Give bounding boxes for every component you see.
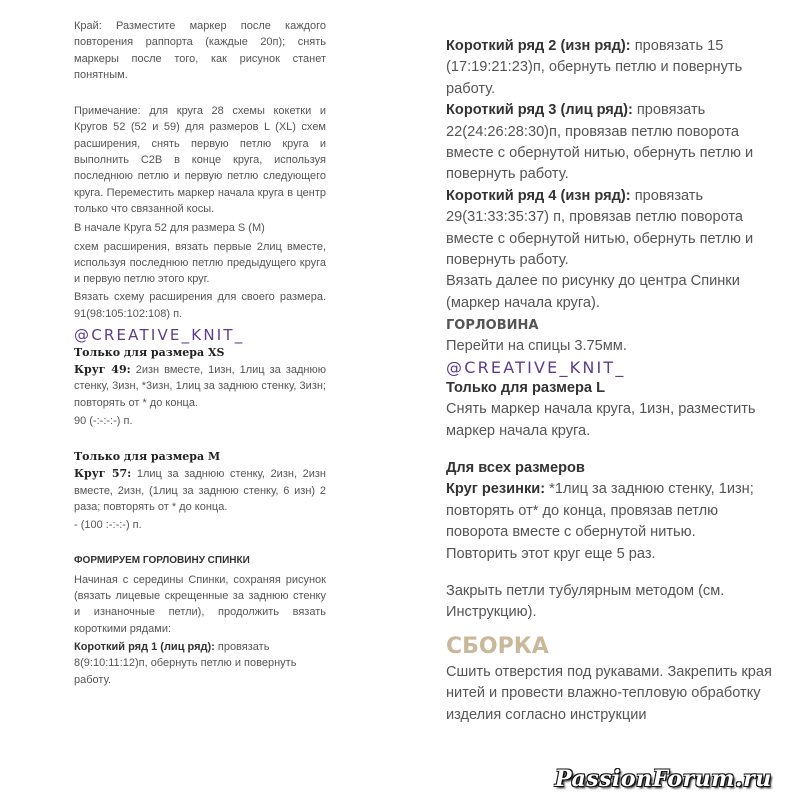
short-row-1-label: Короткий ряд 1 (лиц ряд): [74, 640, 215, 653]
xs-round-text: 2изн вместе, 1изн, 1лиц за заднюю стенку, 3изн, *3изн, 1лиц за заднюю стенку, 3изн; повторять от * до конца. [74, 364, 326, 409]
note-paragraph: Примечание: для круга 28 схемы кокетки и Кругов 52 (52 и 59) для размеров L (XL) схем расширения, снять первую петлю круга и выполнить С2В в конце круга, используя последнюю петлю и первую петлю следующего круга. Переместить маркер начала круга в центр только что связанной косы. [74, 105, 326, 215]
assembly-title: СБОРКА [446, 633, 549, 659]
short-row-3-text: провязать 22(24:26:28:30)п, провязав петлю поворота вместе с обернутой нитью, обернуть петлю и повернуть работу. [446, 102, 754, 183]
bind-off-text: Закрыть петли тубулярным методом (см. Инструкцию). [446, 582, 725, 621]
short-row-4-text: провязать 29(31:33:35:37) п, провязав петлю поворота вместе с обернутой нитью, обернуть петлю и повернуть работу. [446, 187, 754, 269]
xs-round-label: Круг 49: [74, 363, 131, 377]
m-round-label: Круг 57: [74, 467, 132, 481]
neck-title: ГОРЛОВИНА [446, 318, 539, 334]
needles-text: Перейти на спицы 3.75мм. [446, 338, 627, 355]
edge-paragraph: Край: Разместите маркер после каждого повторения раппорта (каждые 20п); снять маркеры после того, как рисунок станет понятным. [74, 20, 326, 81]
short-row-3-label: Короткий ряд 3 (лиц ряд): [446, 102, 633, 119]
short-row-2-text: провязать 15 (17:19:21:23)п, обернуть петлю и повернуть работу. [446, 38, 743, 97]
site-watermark: PassionForum.ru [555, 766, 772, 792]
back-neck-title: ФОРМИРУЕМ ГОРЛОВИНУ СПИНКИ [74, 555, 250, 567]
instagram-watermark: @CREATIVE_KNIT_ [74, 326, 245, 345]
xs-title: Только для размера XS [74, 346, 225, 360]
all-sizes-title: Для всех размеров [446, 459, 585, 476]
rib-round-text: *1лиц за заднюю стенку, 1изн; повторять от* до конца, провязав петлю поворота вместе с обернутой нитью. [446, 481, 754, 541]
short-row-4-label: Короткий ряд 4 (изн ряд): [446, 187, 631, 204]
m-round-text: 1лиц за заднюю стенку, 2изн, 2изн вместе, 2изн, (1лиц за заднюю стенку, 6 изн) 2 раза; повторять от * до конца. [74, 468, 326, 513]
continue-text: Вязать далее по рисунку до центра Спинки (маркер начала круга). [446, 273, 740, 311]
l-text: Снять маркер начала круга, 1изн, разместить маркер начала круга. [446, 401, 756, 439]
xs-stitch-count: 90 (-:-:-:-) п. [74, 414, 133, 427]
l-title: Только для размера L [446, 379, 605, 396]
instagram-watermark-right: @CREATIVE_KNIT_ [446, 357, 626, 377]
round52-text: схем расширения, вязать первые 2лиц вместе, используя последнюю петлю предыдущего круга и первую петлю этого круг. [74, 240, 326, 286]
short-row-2-label: Короткий ряд 2 (изн ряд): [446, 38, 631, 54]
repeat-text: Повторить этот круг еще 5 раз. [446, 545, 656, 562]
m-title: Только для размера М [74, 450, 221, 464]
back-neck-text: Начиная с середины Спинки, сохраняя рисунок (вязать лицевые скрещенные за заднюю стенку и изнаночные петли), продолжить вязать короткими рядами: [74, 573, 326, 635]
left-column [74, 18, 326, 688]
knit-scheme-text: Вязать схему расширения для своего размера. 91(98:105:102:108) п. [74, 291, 326, 320]
m-stitch-count: - (100 :-:-:-) п. [74, 519, 142, 532]
rib-round-label: Круг резинки: [446, 481, 546, 498]
right-column [446, 36, 776, 726]
assembly-text: Сшить отверстия под рукавами. Закрепить края нитей и провести влажно-тепловую обработку изделия согласно инструкции [446, 663, 772, 723]
round52-intro: В начале Круга 52 для размера S (M) [74, 222, 265, 235]
short-row-1-text: провязать 8(9:10:11:12)п, обернуть петлю и повернуть работу. [74, 640, 297, 686]
